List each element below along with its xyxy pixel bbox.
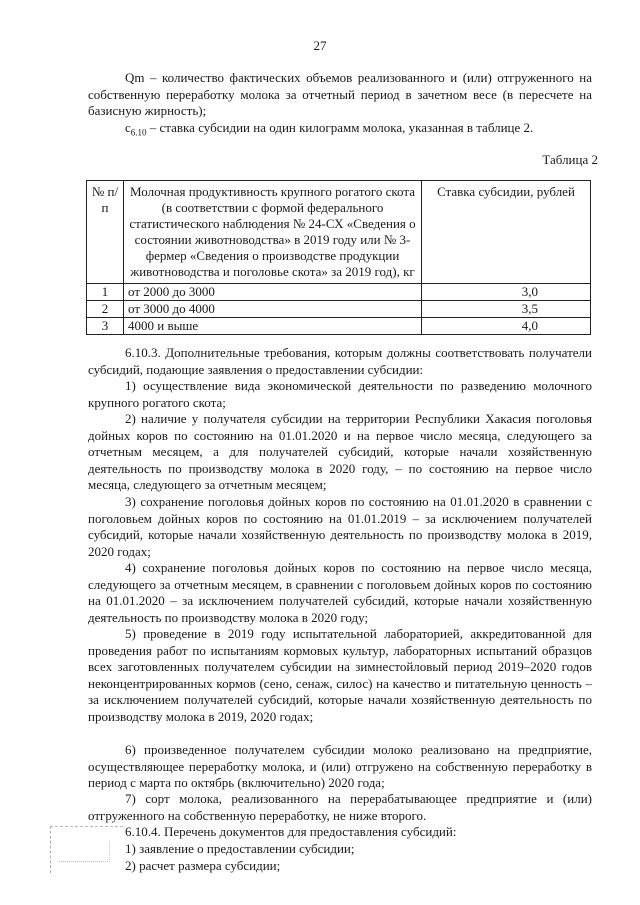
row-range: от 2000 до 3000 <box>124 284 422 301</box>
c-text: – ставка субсидии на один килограмм молока, указанная в таблице 2. <box>146 120 534 135</box>
header-number: № п/п <box>87 181 124 284</box>
table-header-row <box>87 181 591 284</box>
c-subscript: 6.10 <box>130 127 147 138</box>
row-rate: 4,0 <box>422 318 591 335</box>
requirement-2: 2) наличие у получателя субсидии на территории Республики Хакасия поголовья дойных коров по состоянию на 01.01.2020 и на первое число месяца, следующего за отчетным месяцем, а для получателей субсидий, которые начали хозяйственную деятельность по производству молока в 2020 году, – по состоянию на первое число месяца, следующего за отчетным месяцем; <box>88 411 592 492</box>
c-symbol: c <box>125 120 131 135</box>
requirement-5: 5) проведение в 2019 году испытательной лабораторией, аккредитованной для проведения работ по испытаниям кормовых культур, лабораторных испытаний образцов всех заготовленных получателем субсидии на зимнестойловый период 2019–2020 годов неконцентрированных кормов (сено, сенаж, силос) на качество и питательную ценность – за исключением получателей субсидий, которые начали хозяйственную деятельность по производству молока в 2019, 2020 годах; <box>88 626 592 724</box>
documents-heading: 6.10.4. Перечень документов для предоставления субсидий: <box>125 824 457 839</box>
requirement-1: 1) осуществление вида экономической деятельности по разведению молочного крупного рогатого скота; <box>88 378 592 410</box>
table-row <box>87 284 591 301</box>
row-number: 1 <box>87 284 124 301</box>
requirement-6: 6) произведенное получателем субсидии молоко реализовано на предприятие, осуществляющее переработку молока, и (или) отгружено на собственную переработку в период с марта по октябрь (включительно) 2020 года; <box>88 742 592 790</box>
c-definition <box>88 120 592 141</box>
qm-definition: Qm – количество фактических объемов реализованного и (или) отгруженного на собственную переработку молока за отчетный период в зачетном весе (в пересчете на базисную жирность); <box>88 70 592 118</box>
header-rate: Ставка субсидии, рублей <box>422 181 591 284</box>
row-number: 3 <box>87 318 124 335</box>
document-2: 2) расчет размера субсидии; <box>125 858 281 873</box>
row-range: 4000 и выше <box>124 318 422 335</box>
requirement-4: 4) сохранение поголовья дойных коров по состоянию на первое число месяца, следующего за отчетным месяцем, в сравнении с поголовьем дойных коров по состоянию на 01.01.2020 – за исключением получателей субсидий, которые начали хозяйственную деятельность по производству молока в 2020 году; <box>88 560 592 625</box>
document-1: 1) заявление о предоставлении субсидии; <box>125 841 355 856</box>
row-rate: 3,5 <box>422 301 591 318</box>
page-number: 27 <box>313 38 327 53</box>
requirements-heading: 6.10.3. Дополнительные требования, которым должны соответствовать получатели субсидий, подающие заявления о предоставлении субсидии: <box>88 345 592 377</box>
requirement-7: 7) сорт молока, реализованного на перерабатывающее предприятие и (или) отгруженного на собственную переработку, не ниже второго. <box>88 791 592 823</box>
row-number: 2 <box>87 301 124 318</box>
table-caption: Таблица 2 <box>542 152 598 167</box>
row-range: от 3000 до 4000 <box>124 301 422 318</box>
header-productivity: Молочная продуктивность крупного рогатого скота (в соответствии с формой федерального статистического наблюдения № 24-СХ «Сведения о состоянии животноводства» в 2019 году или № 3-фермер «Сведения о производстве продукции животноводства и поголовье скота» за 2019 год), кг <box>124 181 422 284</box>
row-rate: 3,0 <box>422 284 591 301</box>
scan-artifact <box>50 826 123 873</box>
requirement-3: 3) сохранение поголовья дойных коров по состоянию на 01.01.2020 в сравнении с поголовьем дойных коров по состоянию на 01.01.2019 – за исключением получателей субсидий, которые начали хозяйственную деятельность по производству молока в 2019, 2020 годах; <box>88 494 592 559</box>
table-row <box>87 301 591 318</box>
table-row <box>87 318 591 335</box>
subsidy-rate-table <box>86 180 591 335</box>
